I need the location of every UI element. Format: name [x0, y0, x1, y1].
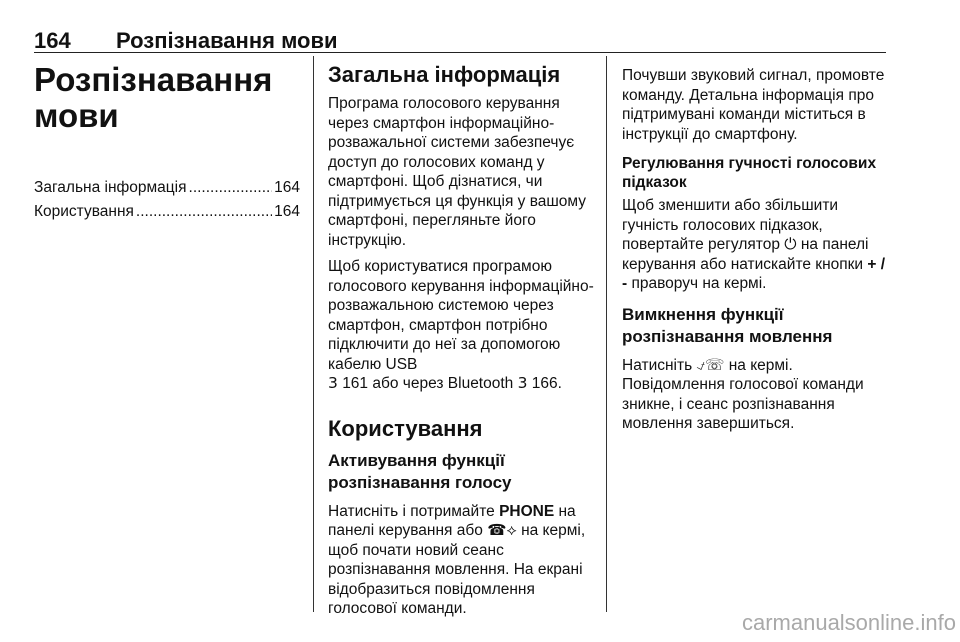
chapter-title-line-2: мови [34, 97, 119, 134]
paragraph-command: Почувши звуковий сигнал, промовте команду. Детальна інформація про підтримувані команди міститься в інструкції до смартфону. [622, 67, 885, 143]
subheading-activate [328, 450, 594, 494]
toc-entry[interactable] [34, 178, 300, 197]
paragraph-connection-text: Щоб користуватися програмою голосового керування інформаційно-розважальною системою через смартфон, смартфон потрібно підключити до неї за допомогою кабелю USB [328, 258, 594, 373]
paragraph-connection [328, 257, 594, 394]
chapter-title [34, 62, 300, 134]
page-header [34, 28, 886, 52]
paragraph-activate-text: на кермі, щоб почати новий сеанс розпізнавання мовлення. На екрані відобразиться повідомлення голосової команди. [328, 522, 586, 617]
paragraph-disable-text: Натисніть [622, 356, 693, 374]
running-title: Розпізнавання мови [116, 28, 338, 53]
paragraph-volume [622, 196, 888, 294]
toc-entry-label: Користування [34, 203, 134, 220]
page-ref-text: 161 або через Bluetooth [342, 375, 514, 392]
column-2 [328, 56, 594, 626]
table-of-contents [34, 178, 300, 221]
paragraph-end: Повідомлення голосової команди зникне, і сеанс розпізнавання мовлення завершиться. [622, 376, 864, 432]
paragraph-activate-text: на панелі керування або [328, 502, 576, 539]
paragraph-disable-text: на кермі. [728, 356, 793, 374]
paragraph-volume-text: Щоб зменшити або збільшити гучність голосових підказок, повертайте регулятор [622, 197, 839, 253]
column-divider-1 [313, 56, 314, 612]
page-ref-arrow-icon: 3 [517, 374, 528, 392]
page-ref-arrow-icon: 3 [328, 374, 338, 392]
column-1 [34, 56, 300, 226]
header-rule [34, 52, 886, 53]
subheading-activate-line-2: розпізнавання голосу [328, 472, 512, 492]
page-ref-text: 166. [531, 375, 562, 392]
page-number: 164 [34, 28, 71, 53]
section-heading-usage: Користування [328, 415, 483, 441]
paragraph-activate [328, 502, 594, 619]
toc-entry-page: 164 [274, 179, 300, 196]
end-call-mute-icon: ⍻☏ [696, 355, 725, 374]
power-knob-icon: ⏻ [784, 235, 797, 253]
column-divider-2 [606, 56, 607, 612]
voice-phone-icon: ☎⟡ [487, 521, 517, 539]
paragraph-intro: Програма голосового керування через смартфон інформаційно-розважальної системи забезпечує доступ до голосових команд у смартфоні. Щоб дізнатися, чи підтримується ця функція у вашому смартфоні, перегляньте його інструкцію. [328, 95, 587, 249]
watermark: carmanualsonline.info [741, 610, 956, 635]
toc-entry-page: 164 [274, 203, 300, 220]
subheading-disable-line-2: розпізнавання мовлення [622, 326, 833, 346]
paragraph-volume-text: на панелі керування або натискайте кнопки [622, 236, 869, 273]
phone-key-label: PHONE [499, 502, 555, 520]
subheading-disable-line-1: Вимкнення функції [622, 304, 784, 324]
subheading-disable [622, 304, 888, 348]
subheading-activate-line-1: Активування функції [328, 450, 505, 470]
column-3 [622, 56, 888, 441]
toc-leader-dots [136, 202, 272, 221]
toc-entry-label: Загальна інформація [34, 179, 187, 196]
plus-minus-keys-label: + / - [622, 255, 886, 292]
paragraph-disable [622, 356, 888, 376]
subheading-volume: Регулювання гучності голосових підказок [622, 155, 877, 191]
toc-entry[interactable] [34, 202, 300, 221]
toc-leader-dots [189, 178, 273, 197]
paragraph-activate-text: Натисніть і потримайте [328, 502, 495, 520]
paragraph-volume-text: праворуч на кермі. [631, 275, 767, 292]
section-heading-general: Загальна інформація [328, 62, 561, 87]
chapter-title-line-1: Розпізнавання [34, 61, 273, 98]
